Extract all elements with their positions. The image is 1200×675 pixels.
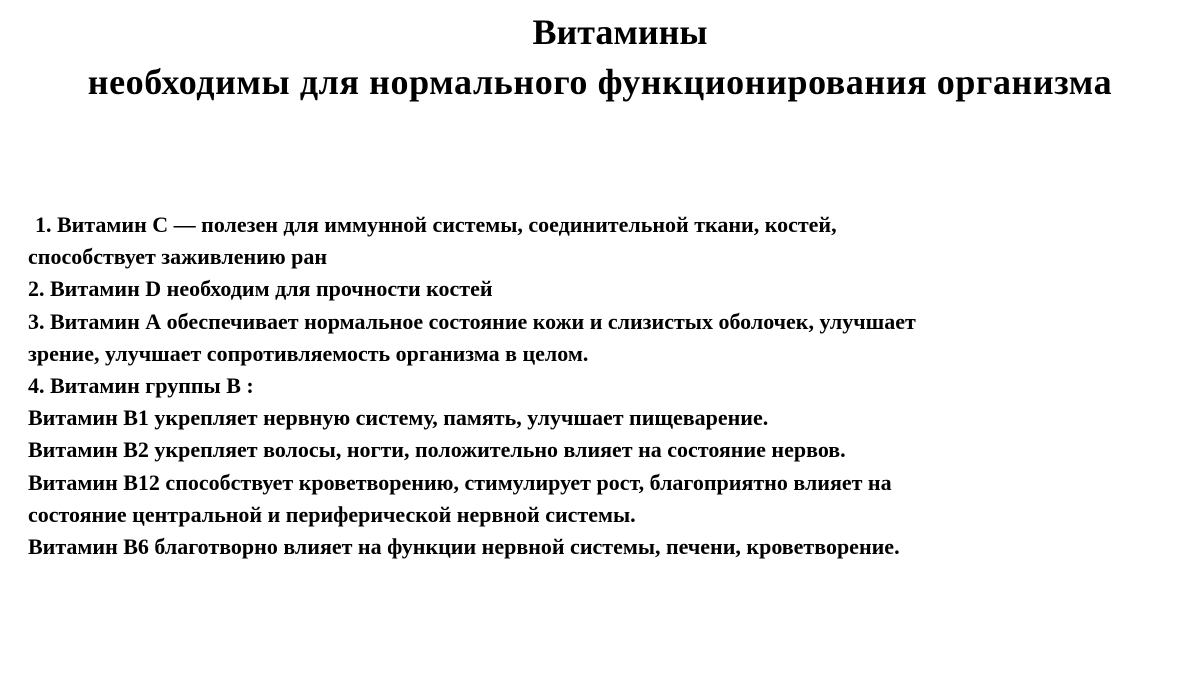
list-line-vitamin-a-cont: зрение, улучшает сопротивляемость организма в целом. xyxy=(28,340,589,366)
list-line-vitamin-b6: Витамин В6 благотворно влияет на функции нервной системы, печени, кроветворение. xyxy=(28,534,900,560)
list-line-vitamin-c: 1. Витамин С — полезен для иммунной системы, соединительной ткани, костей, xyxy=(35,212,837,237)
list-line-vitamin-b2: Витамин В2 укрепляет волосы, ногти, положительно влияет на состояние нервов. xyxy=(28,437,846,463)
slide-title: Витамины xyxy=(532,12,708,52)
list-line-vitamin-b12-cont: состояние центральной и периферической нервной системы. xyxy=(28,501,636,527)
vitamin-list xyxy=(28,209,1188,563)
list-line-vitamin-a: 3. Витамин А обеспечивает нормальное состояние кожи и слизистых оболочек, улучшает xyxy=(28,308,916,334)
list-line-vitamin-b-group: 4. Витамин группы В : xyxy=(28,373,254,399)
list-line-vitamin-d: 2. Витамин D необходим для прочности костей xyxy=(28,276,493,302)
list-line-vitamin-c-cont: способствует заживлению ран xyxy=(28,244,328,270)
list-line-vitamin-b12: Витамин В12 способствует кроветворению, стимулирует рост, благоприятно влияет на xyxy=(28,469,892,495)
slide-subtitle: необходимы для нормального функционирования организма xyxy=(87,62,1113,102)
list-line-vitamin-b1: Витамин В1 укрепляет нервную систему, память, улучшает пищеварение. xyxy=(28,405,769,431)
